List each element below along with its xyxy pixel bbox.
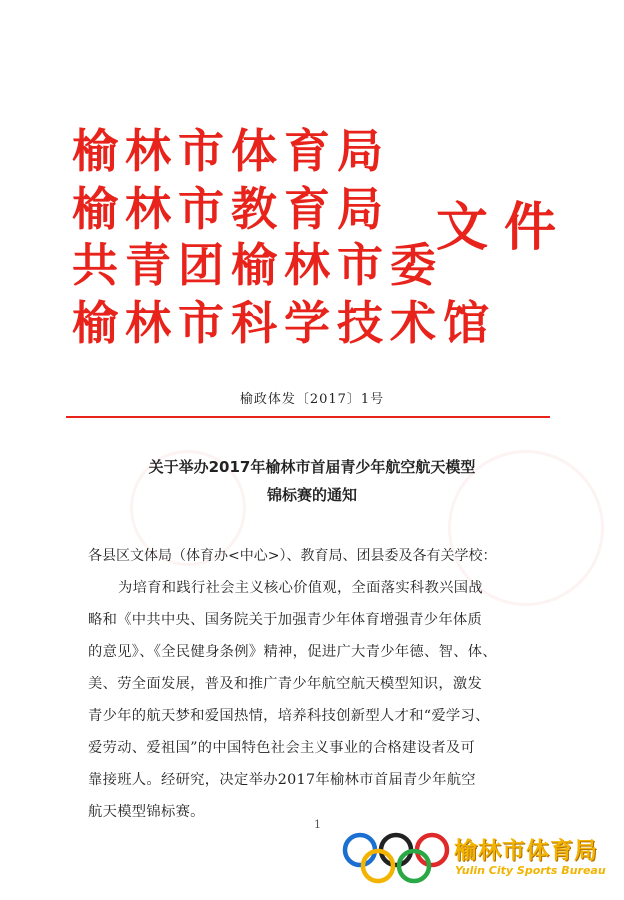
addressee: 各县区文体局（体育办<中心>）、教育局、团县委及各有关学校： [88,548,497,564]
body-line: 航天模型锦标赛。 [88,804,205,820]
body-line: 青少年的航天梦和爱国热情，培养科技创新型人才和“爱学习、 [88,708,490,724]
body-line: 靠接班人。经研究，决定举办2017年榆林市首届青少年航空 [88,772,476,788]
document-type-label: 文件 [436,197,573,258]
document-title-line-1: 关于举办2017年榆林市首届青少年航空航天模型 [148,458,476,476]
logo-name-chinese: 榆林市体育局 [454,838,598,864]
red-divider [66,416,550,418]
document-title-line-2: 锦标赛的通知 [266,486,357,504]
document-number: 榆政体发〔2017〕1号 [239,392,385,407]
body-line: 为培育和践行社会主义核心价值观，全面落实科教兴国战 [118,580,483,596]
body-line: 略和《中共中央、国务院关于加强青少年体育增强青少年体质 [88,612,483,628]
olympic-rings-icon [340,828,452,888]
issuer-science-museum: 榆林市科学技术馆 [72,296,496,350]
logo-name-english: Yulin City Sports Bureau [455,864,606,877]
body-line: 的意见》、《全民健身条例》精神，促进广大青少年德、智、体、 [88,644,498,660]
page-marker: 1 [314,818,321,831]
watermark-logo [340,822,610,892]
issuer-education-bureau: 榆林市教育局 [72,182,390,236]
issuer-sports-bureau: 榆林市体育局 [72,124,390,178]
issuer-youth-league: 共青团榆林市委 [72,238,443,292]
body-line: 爱劳动、爱祖国”的中国特色社会主义事业的合格建设者及可 [88,740,476,756]
body-line: 美、劳全面发展，普及和推广青少年航空航天模型知识，激发 [88,676,483,692]
